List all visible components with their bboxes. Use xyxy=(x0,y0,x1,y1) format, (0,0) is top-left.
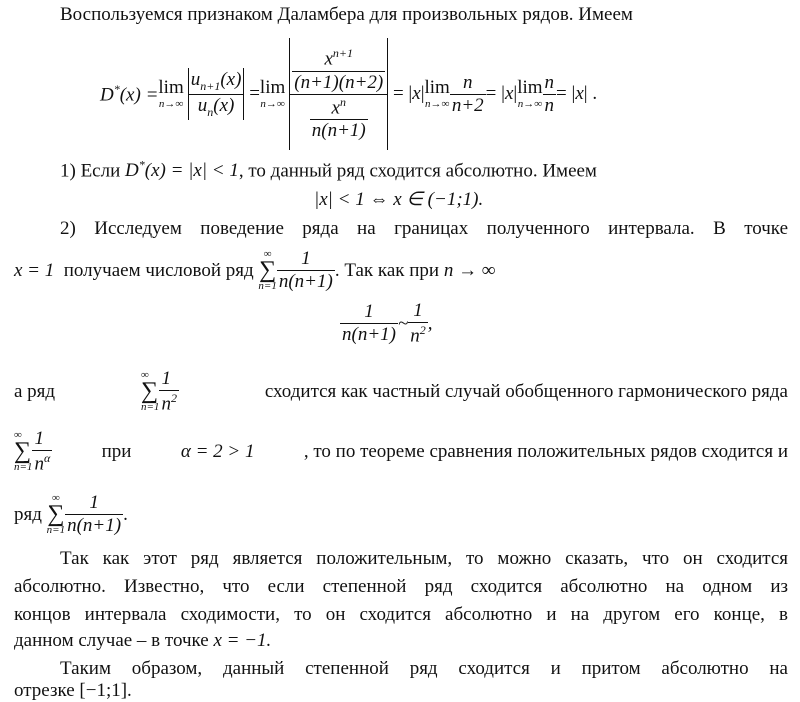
ratio-fraction: $\frac{u_{n+1}(x)}{u_n(x)}$ xyxy=(190,68,242,119)
paragraph-conclusion-l1: Таким образом, данный степенной ряд сходится и притом абсолютно на xyxy=(60,658,788,679)
paragraph-abs-l3: концов интервала сходимости, то он сходится абсолютно и на другом его конце, в xyxy=(14,604,788,625)
d-star-x: D*(x) = xyxy=(100,81,159,106)
paragraph-intro: Воспользуемся признаком Даламбера для произвольных рядов. Имеем xyxy=(60,4,633,25)
limit: lim n→∞ xyxy=(158,77,184,110)
paragraph-abs-l1: Так как этот ряд является положительным, то можно сказать, что он сходится xyxy=(60,548,788,569)
formula-dalembert: D*(x) = lim n→∞ $\frac{u_{n+1}(x)}{u_n(x)}$ = lim n→∞ $\frac{\frac{x^{n+1}}{(n+1)(n+2)}}{\frac{x^n}{n(n+1)}}$ = |x| lim n→∞ $\frac{n}{n+2}$ = |x| lim n→∞ $\frac{n}{n}$ = |x| . xyxy=(100,34,597,154)
sum-symbol: ∞ ∑ n=1 xyxy=(258,247,277,293)
paragraph-case2-line1: 2) Исследуем поведение ряда на границах полученного интервала. В точке xyxy=(60,218,788,239)
paragraph-conclusion-l2: отрезке [−1;1]. xyxy=(14,680,132,701)
formula-interval: |x| < 1 ⇔ x ∈ (−1;1). xyxy=(314,189,484,210)
paragraph-case2-line2: x = 1 получаем числовой ряд ∞ ∑ n=1 $\frac{1}{n(n+1)}$ . Так как при n → ∞ xyxy=(14,247,496,293)
compound-fraction: $\frac{\frac{x^{n+1}}{(n+1)(n+2)}}{\frac{x^n}{n(n+1)}}$ xyxy=(290,46,387,142)
paragraph-harmonic: а ряд ∞ ∑ n=1 $\frac{1}{n^2}$ сходится как частный случай обобщенного гармонического ряда xyxy=(14,368,788,415)
paragraph-series: ряд ∞ ∑ n=1 $\frac{1}{n(n+1)}$ . xyxy=(14,491,128,537)
paragraph-abs-l4: данном случае – в точке x = −1. xyxy=(14,630,272,651)
formula-equivalence: $\frac{1}{n(n+1)}$ ~ $\frac{1}{n^2}$ , xyxy=(342,300,433,347)
paragraph-comparison: ∞ ∑ n=1 $\frac{1}{n^\alpha}$ при α = 2 > 1 , то по теореме сравнения положительных рядов сходится и xyxy=(14,428,788,475)
paragraph-abs-l2: абсолютно. Известно, что если степенной ряд сходится абсолютно на одном из xyxy=(14,576,788,597)
paragraph-case1: 1) Если D*(x) = |x| < 1, то данный ряд сходится абсолютно. Имеем xyxy=(60,158,597,182)
